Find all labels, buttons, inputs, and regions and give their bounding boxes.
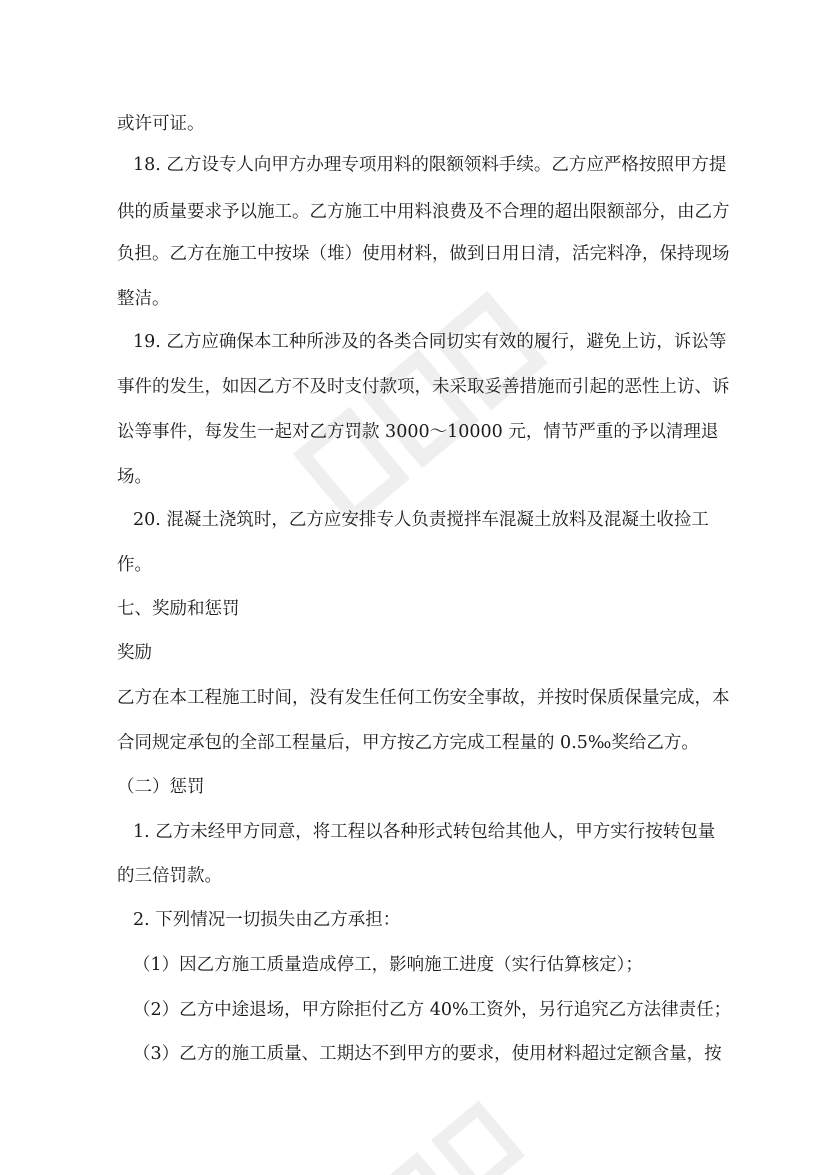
text-line: 乙方在本工程施工时间，没有发生任何工伤安全事故，并按时保质保量完成，本 [117,688,730,708]
text-line: 事件的发生，如因乙方不及时支付款项，未采取妥善措施而引起的恶性上访、诉 [117,377,730,397]
text-line: 20. 混凝土浇筑时，乙方应安排专人负责搅拌车混凝土放料及混凝土收捡工 [133,510,709,530]
text-line: 供的质量要求予以施工。乙方施工中用料浪费及不合理的超出限额部分，由乙方 [117,202,730,222]
text-line: （2）乙方中途退场，甲方除拒付乙方 40%工资外，另行追究乙方法律责任； [133,1000,732,1020]
text-line: 2. 下列情况一切损失由乙方承担： [133,910,401,930]
text-line: 1. 乙方未经甲方同意，将工程以各种形式转包给其他人，甲方实行按转包量 [133,822,716,842]
subsection-heading: （二）惩罚 [117,777,205,797]
text-line: 18. 乙方设专人向甲方办理专项用料的限额领料手续。乙方应严格按照甲方提 [133,155,727,175]
text-line: 合同规定承包的全部工程量后，甲方按乙方完成工程量的 0.5‰奖给乙方。 [117,733,699,753]
section-heading: 七、奖励和惩罚 [117,599,240,619]
watermark-logo-bottom [330,1090,590,1175]
text-line: 或许可证。 [117,114,205,134]
text-line: 场。 [117,467,152,487]
text-line: 负担。乙方在施工中按垛（堆）使用材料，做到日用日清，活完料净，保持现场 [117,244,730,264]
text-line: 的三倍罚款。 [117,866,222,886]
text-line: 19. 乙方应确保本工种所涉及的各类合同切实有效的履行，避免上访，诉讼等 [133,332,727,352]
text-line: （3）乙方的施工质量、工期达不到甲方的要求，使用材料超过定额含量，按 [133,1044,722,1064]
subsection-heading: 奖励 [117,643,152,663]
text-line: 作。 [117,555,152,575]
text-line: 整洁。 [117,289,170,309]
text-line: 讼等事件，每发生一起对乙方罚款 3000～10000 元，情节严重的予以清理退 [117,422,719,442]
text-line: （1）因乙方施工质量造成停工，影响施工进度（实行估算核定）； [133,955,643,975]
